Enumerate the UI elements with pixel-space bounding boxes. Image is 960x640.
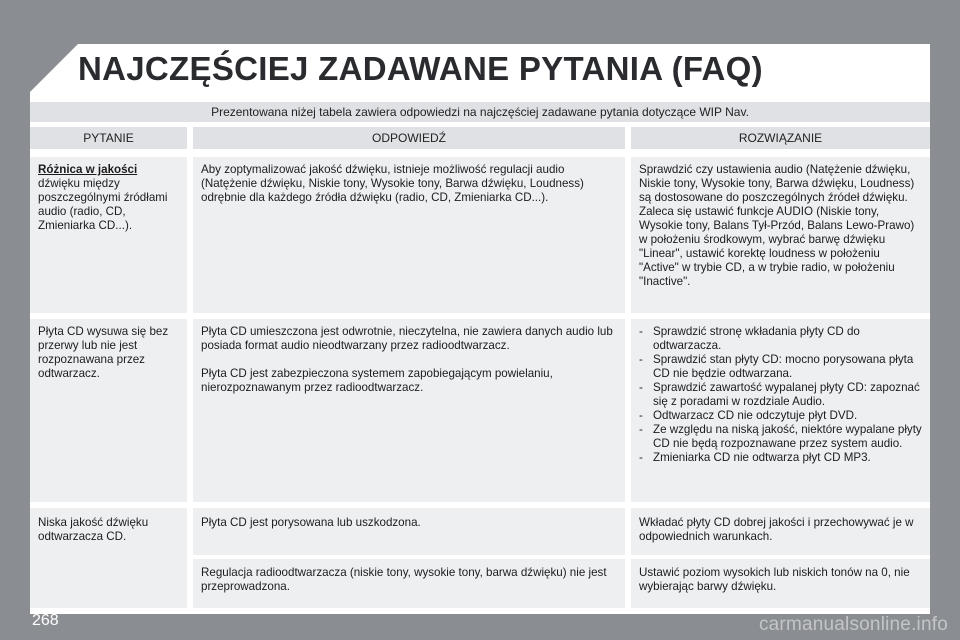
table-intro: Prezentowana niżej tabela zawiera odpowiedzi na najczęściej zadawane pytania dotyczące WIP Nav. bbox=[30, 102, 930, 122]
row1-answer: Aby zoptymalizować jakość dźwięku, istnieje możliwość regulacji audio (Natężenie dźwięku, Niskie tony, Wysokie tony, Barwa dźwięku, Loudness) odrębnie dla każdego źródła dźwięku (radio, CD, Zmieniarka CD...). bbox=[193, 157, 625, 313]
list-item: - Sprawdzić stronę wkładania płyty CD do odtwarzacza. bbox=[639, 325, 922, 353]
row3-answer-b: Regulacja radioodtwarzacza (niskie tony, wysokie tony, barwa dźwięku) nie jest przeprowadzona. bbox=[193, 559, 625, 608]
column-header-question: PYTANIE bbox=[30, 127, 187, 149]
watermark: carmanualsonline.info bbox=[758, 614, 948, 635]
row1-solution: Sprawdzić czy ustawienia audio (Natężenie dźwięku, Niskie tony, Wysokie tony, Barwa dźwięku, Loudness) są dostosowane do poszczególnych źródeł dźwięku. Zaleca się ustawić funkcje AUDIO (Niskie tony, Wysokie tony, Balans Tył-Przód, Balans Lewo-Prawo) w położeniu środkowym, wybrać barwę dźwięku "Linear", ustawić korektę loudness w położeniu "Active" w trybie CD, a w trybie radio, w położeniu "Inactive". bbox=[631, 157, 930, 313]
list-item: - Sprawdzić zawartość wypalanej płyty CD: zapoznać się z poradami w rozdziale Audio. bbox=[639, 381, 922, 409]
list-item: - Ze względu na niską jakość, niektóre wypalane płyty CD nie będą rozpoznawane przez system audio. bbox=[639, 423, 922, 451]
column-header-solution: ROZWIĄZANIE bbox=[631, 127, 930, 149]
page-number: 268 bbox=[32, 612, 59, 629]
row3-solution-b: Ustawić poziom wysokich lub niskich tonów na 0, nie wybierając barwy dźwięku. bbox=[631, 559, 930, 608]
row3-solution-a: Wkładać płyty CD dobrej jakości i przechowywać je w odpowiednich warunkach. bbox=[631, 508, 930, 555]
row2-answer-paragraph: Płyta CD jest zabezpieczona systemem zapobiegającym powielaniu, nierozpoznawanym przez radioodtwarzacz. bbox=[201, 367, 553, 394]
list-item: - Zmieniarka CD nie odtwarza płyt CD MP3. bbox=[639, 451, 922, 465]
page-title: NAJCZĘŚCIEJ ZADAWANE PYTANIA (FAQ) bbox=[78, 50, 763, 87]
row2-solution bbox=[631, 319, 930, 502]
row1-question-text: dźwięku między poszczególnymi źródłami audio (radio, CD, Zmieniarka CD...). bbox=[38, 177, 168, 232]
row2-question: Płyta CD wysuwa się bez przerwy lub nie jest rozpoznawana przez odtwarzacz. bbox=[30, 319, 187, 502]
row2-answer bbox=[193, 319, 625, 502]
row3-question: Niska jakość dźwięku odtwarzacza CD. bbox=[30, 508, 187, 608]
row1-question bbox=[30, 157, 187, 313]
row3-answer-a: Płyta CD jest porysowana lub uszkodzona. bbox=[193, 508, 625, 555]
row2-answer-paragraph: Płyta CD umieszczona jest odwrotnie, nieczytelna, nie zawiera danych audio lub posiada format audio nieodtwarzany przez radioodtwarzacz. bbox=[201, 325, 613, 352]
page-corner-fold bbox=[30, 44, 78, 92]
list-item: - Sprawdzić stan płyty CD: mocno porysowana płyta CD nie będzie odtwarzana. bbox=[639, 353, 922, 381]
column-header-answer: ODPOWIEDŹ bbox=[193, 127, 625, 149]
row1-question-highlight: Różnica w jakości bbox=[38, 163, 138, 176]
row2-solution-list bbox=[639, 325, 922, 465]
list-item: - Odtwarzacz CD nie odczytuje płyt DVD. bbox=[639, 409, 922, 423]
